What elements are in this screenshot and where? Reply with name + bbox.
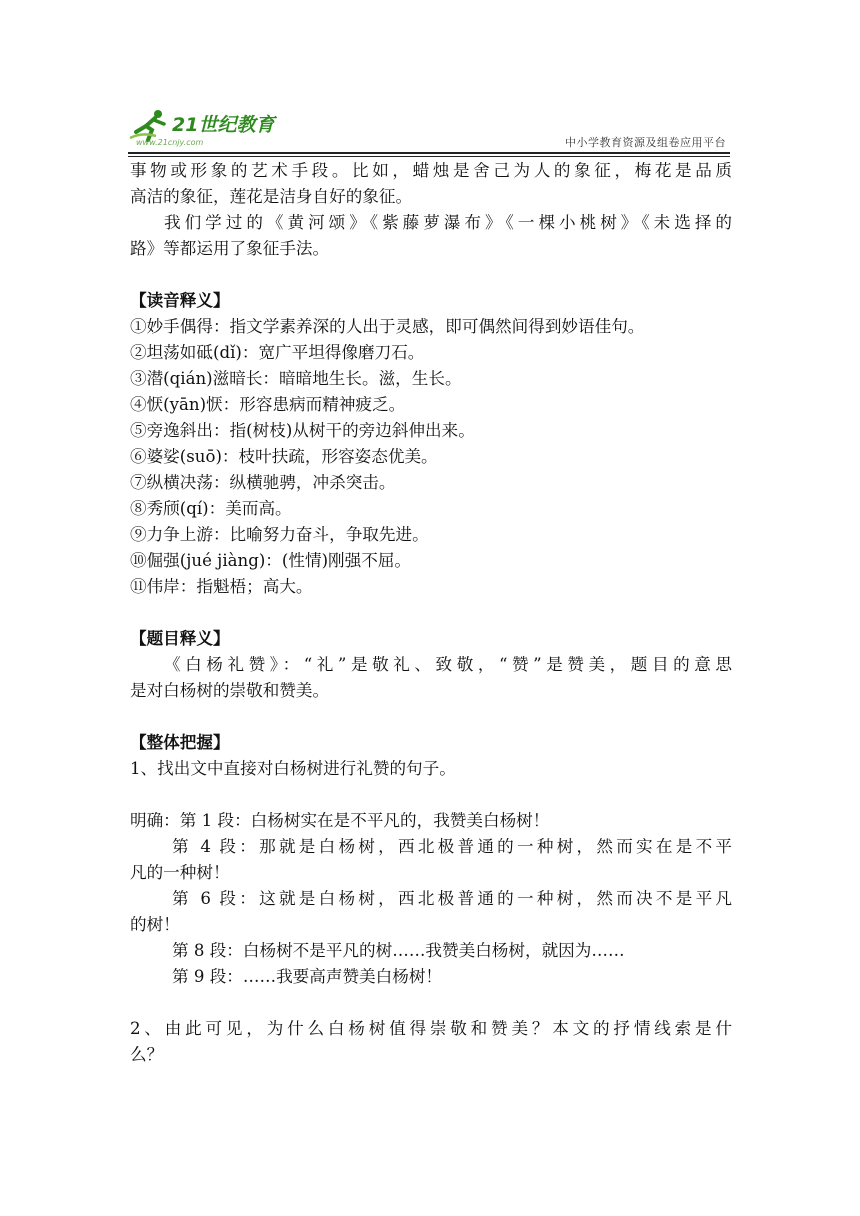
paragraph-line: 《白杨礼赞》：“礼”是敬礼、致敬，“赞”是赞美，题目的意思 — [164, 655, 732, 674]
intro-line: 事物或形象的艺术手段。比如，蜡烛是舍己为人的象征，梅花是品质 — [130, 161, 732, 180]
answer-line: 凡的一种树！ — [130, 863, 230, 882]
answer-line: 第 6 段：这就是白杨树，西北极普通的一种树，然而决不是平凡 — [172, 889, 732, 908]
glossary-item: ⑤旁逸斜出：指(树枝)从树干的旁边斜伸出来。 — [130, 421, 475, 440]
intro-line: 我们学过的《黄河颂》《紫藤萝瀑布》《一棵小桃树》《未选择的 — [164, 213, 732, 232]
page-header — [128, 108, 730, 154]
logo-text: 21世纪教育 — [172, 114, 275, 136]
glossary-item: ⑪伟岸：指魁梧；高大。 — [130, 577, 313, 596]
answer-line: 明确：第 1 段：白杨树实在是不平凡的，我赞美白杨树！ — [130, 811, 550, 830]
glossary-item: ⑥婆娑(suō)：枝叶扶疏，形容姿态优美。 — [130, 447, 438, 466]
answer-line: 第 9 段：……我要高声赞美白杨树！ — [172, 967, 443, 986]
intro-line: 高洁的象征，莲花是洁身自好的象征。 — [130, 187, 413, 206]
glossary-item: ⑦纵横决荡：纵横驰骋，冲杀突击。 — [130, 473, 396, 492]
glossary-item: ④恹(yān)恹：形容患病而精神疲乏。 — [130, 395, 406, 414]
answer-line: 第 4 段：那就是白杨树，西北极普通的一种树，然而实在是不平 — [172, 837, 732, 856]
glossary-item: ③潜(qián)滋暗长：暗暗地生长。滋，生长。 — [130, 369, 462, 388]
answer-line: 的树！ — [130, 915, 180, 934]
glossary-item: ⑨力争上游：比喻努力奋斗，争取先进。 — [130, 525, 429, 544]
logo — [128, 108, 308, 152]
answer-line: 第 8 段：白杨树不是平凡的树……我赞美白杨树，就因为…… — [172, 941, 625, 960]
runner-logo-icon — [128, 108, 172, 142]
glossary-item: ⑧秀颀(qí)：美而高。 — [130, 499, 292, 518]
document-body — [130, 158, 732, 1068]
paragraph-line: 是对白杨树的崇敬和赞美。 — [130, 681, 330, 700]
header-divider — [128, 152, 730, 154]
question-1: 1、找出文中直接对白杨树进行礼赞的句子。 — [130, 759, 456, 778]
glossary-item: ②坦荡如砥(dǐ)：宽广平坦得像磨刀石。 — [130, 343, 425, 362]
glossary-item: ①妙手偶得：指文学素养深的人出于灵感，即可偶然间得到妙语佳句。 — [130, 317, 645, 336]
platform-tagline: 中小学教育资源及组卷应用平台 — [565, 136, 726, 149]
logo-url: www.21cnjy.com — [136, 138, 204, 147]
question-2: 么？ — [130, 1045, 164, 1064]
question-2: 2、由此可见，为什么白杨树值得崇敬和赞美？本文的抒情线索是什 — [130, 1019, 732, 1038]
section-heading-overall: 【整体把握】 — [130, 733, 230, 752]
intro-line: 路》等都运用了象征手法。 — [130, 239, 330, 258]
section-heading-title-meaning: 【题目释义】 — [130, 629, 230, 648]
section-heading-pronunciation: 【读音释义】 — [130, 291, 230, 310]
header-divider-thin — [128, 156, 730, 157]
glossary-item: ⑩倔强(jué jiàng)：(性情)刚强不屈。 — [130, 551, 412, 570]
